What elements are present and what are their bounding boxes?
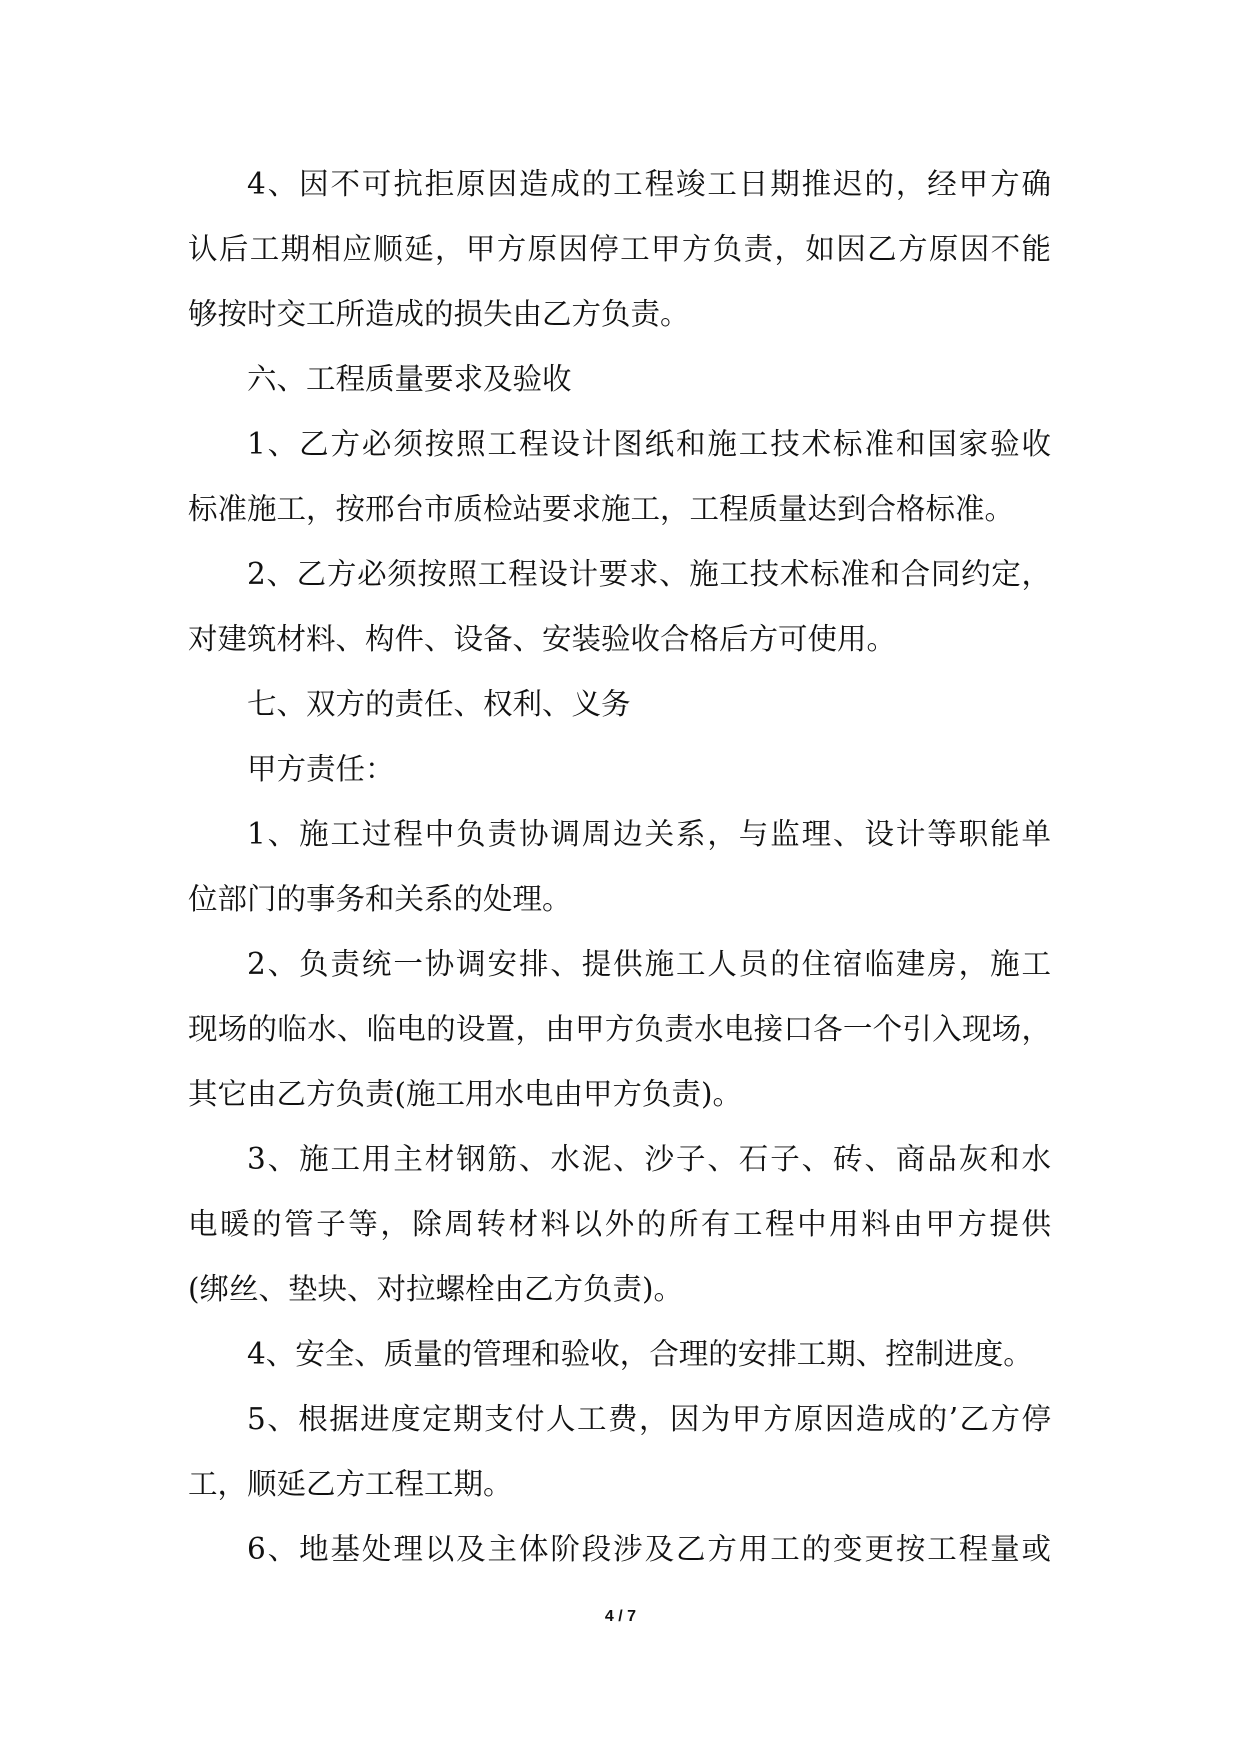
paragraph-line: 3、施工用主材钢筋、水泥、沙子、石子、砖、商品灰和水 [247, 1142, 1051, 1176]
paragraph-line: 4、因不可抗拒原因造成的工程竣工日期推迟的，经甲方确 [247, 167, 1051, 201]
paragraph [188, 542, 1051, 672]
paragraph [188, 1387, 1051, 1517]
paragraph-line: 认后工期相应顺延，甲方原因停工甲方负责，如因乙方原因不能 [188, 232, 1051, 266]
paragraph-line: 甲方责任： [247, 752, 395, 786]
section-heading [188, 672, 1051, 737]
paragraph [188, 1517, 1051, 1582]
paragraph [188, 1322, 1051, 1387]
paragraph-line: 5、根据进度定期支付人工费，因为甲方原因造成的’乙方停 [247, 1402, 1051, 1436]
paragraph [188, 802, 1051, 932]
paragraph-line: 电暖的管子等，除周转材料以外的所有工程中用料由甲方提供 [188, 1207, 1051, 1241]
paragraph-line: 1、施工过程中负责协调周边关系，与监理、设计等职能单 [247, 817, 1051, 851]
subsection-heading [188, 737, 1051, 802]
paragraph-line: 6、地基处理以及主体阶段涉及乙方用工的变更按工程量或 [247, 1532, 1051, 1566]
paragraph-line: 够按时交工所造成的损失由乙方负责。 [188, 297, 690, 331]
paragraph-line: 对建筑材料、构件、设备、安装验收合格后方可使用。 [188, 622, 897, 656]
paragraph [188, 412, 1051, 542]
paragraph [188, 152, 1051, 347]
paragraph-line: 现场的临水、临电的设置，由甲方负责水电接口各一个引入现场， [188, 1012, 1051, 1046]
paragraph-line: 位部门的事务和关系的处理。 [188, 882, 572, 916]
paragraph-line: 2、乙方必须按照工程设计要求、施工技术标准和合同约定， [247, 557, 1051, 591]
paragraph-line: 2、负责统一协调安排、提供施工人员的住宿临建房，施工 [247, 947, 1051, 981]
paragraph-line: 4、安全、质量的管理和验收，合理的安排工期、控制进度。 [247, 1337, 1033, 1371]
page-number: 4 / 7 [604, 1608, 637, 1625]
paragraph-line: 标准施工，按邢台市质检站要求施工，工程质量达到合格标准。 [188, 492, 1015, 526]
paragraph [188, 932, 1051, 1127]
paragraph-line: 七、双方的责任、权利、义务 [247, 687, 631, 721]
paragraph-line: 六、工程质量要求及验收 [247, 362, 572, 396]
section-heading [188, 347, 1051, 412]
paragraph [188, 1127, 1051, 1322]
paragraph-line: 1、乙方必须按照工程设计图纸和施工技术标准和国家验收 [247, 427, 1051, 461]
paragraph-line: 其它由乙方负责(施工用水电由甲方负责)。 [188, 1077, 743, 1111]
paragraph-line: 工，顺延乙方工程工期。 [188, 1467, 513, 1501]
paragraph-line: (绑丝、垫块、对拉螺栓由乙方负责)。 [188, 1272, 684, 1306]
document-body [188, 152, 1051, 1582]
